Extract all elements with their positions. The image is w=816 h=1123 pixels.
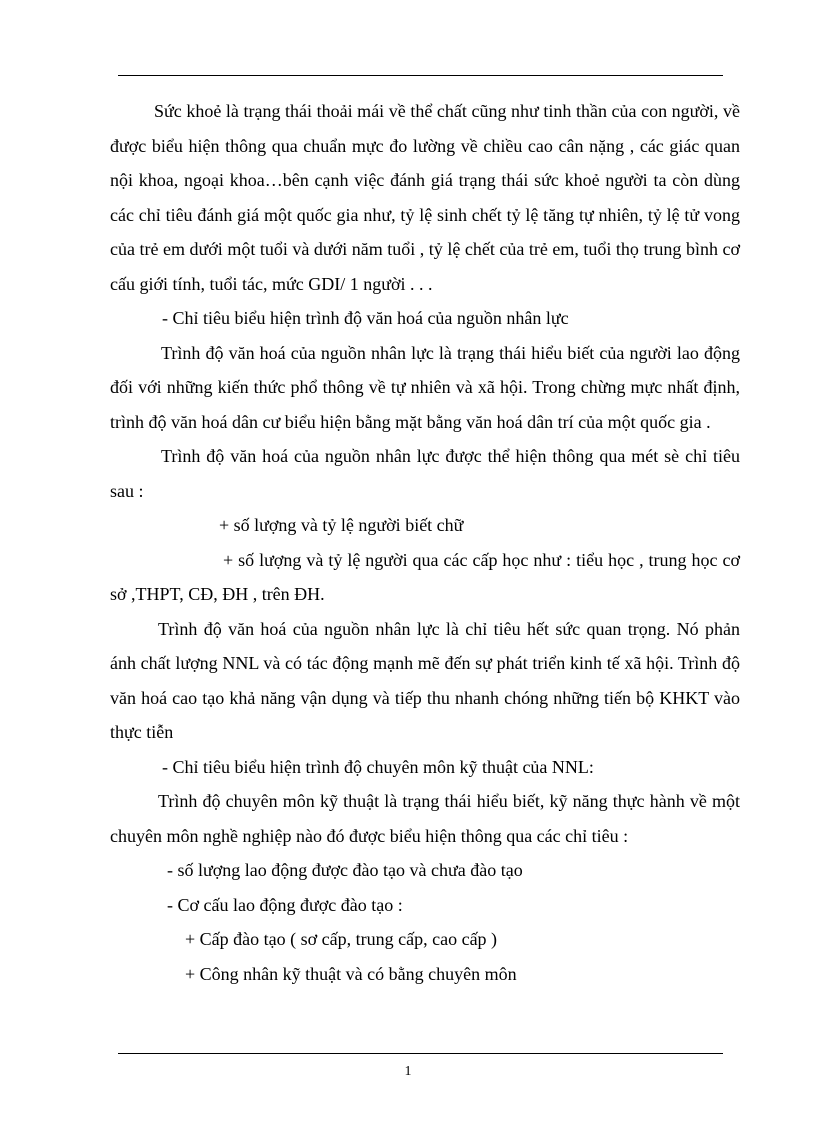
header-rule: [118, 75, 723, 76]
page-number: 1: [404, 1064, 412, 1079]
heading-technical-indicator: - Chỉ tiêu biểu hiện trình độ chuyên môn kỹ thuật của NNL:: [162, 756, 594, 777]
paragraph-culture-level: Trình độ văn hoá của nguồn nhân lực là trạng thái hiểu biết của người lao động đối với những kiến thức phổ thông về tự nhiên và xã hội. Trong chừng mực nhất định, trình độ văn hoá dân cư biểu hiện bằng mặt bằng văn hoá dân trí của một quốc gia .: [110, 342, 740, 432]
list-item-technical-workers: + Công nhân kỹ thuật và có bằng chuyên môn: [185, 963, 517, 984]
heading-culture-indicator: - Chỉ tiêu biểu hiện trình độ văn hoá của nguồn nhân lực: [162, 308, 569, 328]
list-item-training-grade: + Cấp đào tạo ( sơ cấp, trung cấp, cao cấp ): [185, 929, 498, 949]
footer-rule: [118, 1053, 723, 1054]
list-item-literacy: + số lượng và tỷ lệ người biết chữ: [219, 515, 464, 535]
list-item-training-structure: - Cơ cấu lao động được đào tạo :: [167, 894, 403, 915]
paragraph-technical-level: Trình độ chuyên môn kỹ thuật là trạng thái hiểu biết, kỹ năng thực hành về một chuyên môn nghề nghiệp nào đó được biểu hiện thông qua các chỉ tiêu :: [110, 791, 740, 846]
document-body: [110, 94, 740, 991]
paragraph-culture-indicators: Trình độ văn hoá của nguồn nhân lực được thể hiện thông qua mét sè chỉ tiêu sau :: [110, 446, 740, 501]
list-item-education-levels: + số lượng và tỷ lệ người qua các cấp học như : tiểu học , trung học cơ sở ,THPT, CĐ, ĐH , trên ĐH.: [110, 549, 740, 604]
paragraph-health: Sức khoẻ là trạng thái thoải mái về thể chất cũng như tinh thần của con người, về được biểu hiện thông qua chuẩn mực đo lường về chiều cao cân nặng , các giác quan nội khoa, ngoại khoa…bên cạnh việc đánh giá trạng thái sức khoẻ người ta còn dùng các chỉ tiêu đánh giá một quốc gia như, tỷ lệ sinh chết tỷ lệ tăng tự nhiên, tỷ lệ tử vong của trẻ em dưới một tuổi và dưới năm tuổi , tỷ lệ chết của trẻ em, tuổi thọ trung bình cơ cấu giới tính, tuổi tác, mức GDI/ 1 người . . .: [110, 101, 740, 294]
paragraph-culture-importance: Trình độ văn hoá của nguồn nhân lực là chỉ tiêu hết sức quan trọng. Nó phản ánh chất lượng NNL và có tác động mạnh mẽ đến sự phát triển kinh tế xã hội. Trình độ văn hoá cao tạo khả năng vận dụng và tiếp thu nhanh chóng những tiến bộ KHKT vào thực tiễn: [110, 618, 740, 742]
list-item-trained-workers: - số lượng lao động được đào tạo và chưa đào tạo: [167, 860, 523, 880]
